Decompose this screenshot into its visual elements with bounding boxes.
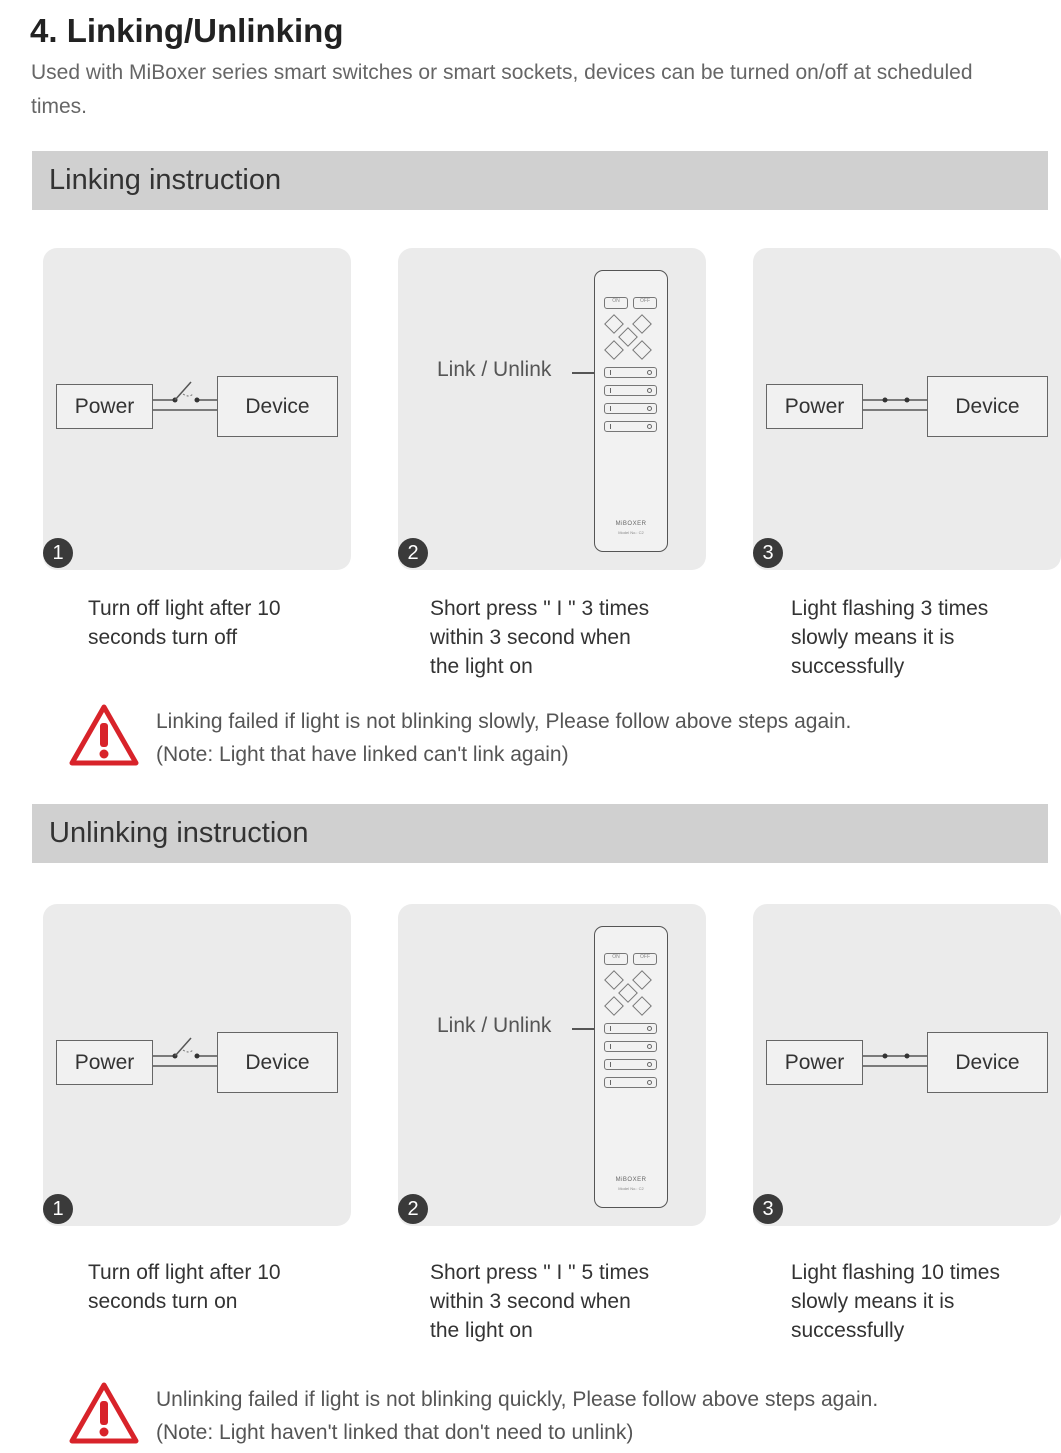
- switch-off-wiring: [153, 376, 217, 416]
- device-box: Device: [927, 1032, 1048, 1093]
- remote-channel-row: [604, 385, 657, 396]
- step-number-3: 3: [753, 1194, 783, 1224]
- remote-channel-row: [604, 1023, 657, 1034]
- remote-channel-row: [604, 1077, 657, 1088]
- unlinking-step3-panel: [753, 904, 1061, 1226]
- device-box: Device: [217, 1032, 338, 1093]
- unlinking-section-header: [32, 804, 1048, 863]
- step-number-2: 2: [398, 1194, 428, 1224]
- linking-step2-caption: Short press " I " 3 times within 3 second when the light on: [430, 597, 650, 678]
- power-box: Power: [56, 1040, 153, 1085]
- remote-on-button: ON: [604, 297, 628, 309]
- remote-channel-row: [604, 367, 657, 378]
- remote-diamond-button: [604, 340, 624, 360]
- remote-model-text: Model No.: C2: [618, 530, 644, 535]
- remote-on-button: ON: [604, 953, 628, 965]
- linking-warning-text: Linking failed if light is not blinking slowly, Please follow above steps again. (Note: Light that have linked can't link again): [156, 710, 852, 766]
- remote-diamond-button: [618, 327, 638, 347]
- unlinking-step1-panel: [43, 904, 351, 1226]
- remote-diamond-button: [604, 996, 624, 1016]
- remote-control: [594, 926, 668, 1208]
- remote-diamond-button: [604, 314, 624, 334]
- remote-channel-row: [604, 1041, 657, 1052]
- remote-diamond-button: [632, 970, 652, 990]
- power-box: Power: [766, 1040, 863, 1085]
- remote-model-text: Model No.: C2: [618, 1186, 644, 1191]
- page-title: 4. Linking/Unlinking: [30, 12, 344, 49]
- step-number-3: 3: [753, 538, 783, 568]
- remote-diamond-button: [632, 340, 652, 360]
- linking-step2-panel: [398, 248, 706, 570]
- switch-on-wiring: [863, 376, 927, 416]
- power-box: Power: [766, 384, 863, 429]
- device-box: Device: [217, 376, 338, 437]
- linking-step3-caption: Light flashing 3 times slowly means it is successfully: [791, 597, 989, 678]
- remote-diamond-button: [632, 996, 652, 1016]
- warning-icon: [68, 1381, 140, 1445]
- linking-section-header: [32, 151, 1048, 210]
- unlinking-step2-caption: Short press " I " 5 times within 3 second when the light on: [430, 1261, 650, 1342]
- remote-control: [594, 270, 668, 552]
- link-unlink-label: Link / Unlink: [437, 358, 552, 381]
- linking-header-label: Linking instruction: [49, 164, 282, 196]
- remote-diamond-button: [632, 314, 652, 334]
- linking-step1-caption: Turn off light after 10 seconds turn off: [88, 597, 281, 649]
- switch-on-wiring: [863, 1032, 927, 1072]
- remote-channel-row: [604, 403, 657, 414]
- unlinking-step2-panel: [398, 904, 706, 1226]
- intro-text: Used with MiBoxer series smart switches or smart sockets, devices can be turned on/off at scheduled times.: [31, 61, 973, 118]
- unlinking-step3-caption: Light flashing 10 times slowly means it is successfully: [791, 1261, 1000, 1342]
- unlinking-step1-caption: Turn off light after 10 seconds turn on: [88, 1261, 281, 1313]
- remote-diamond-button: [604, 970, 624, 990]
- warning-icon: [68, 703, 140, 767]
- device-box: Device: [927, 376, 1048, 437]
- remote-channel-row: [604, 1059, 657, 1070]
- remote-diamond-button: [618, 983, 638, 1003]
- power-box: Power: [56, 384, 153, 429]
- step-number-1: 1: [43, 1194, 73, 1224]
- remote-brand-logo: MiBOXER: [615, 1177, 647, 1183]
- link-unlink-label: Link / Unlink: [437, 1014, 552, 1037]
- step-number-1: 1: [43, 538, 73, 568]
- step-number-2: 2: [398, 538, 428, 568]
- linking-step3-panel: [753, 248, 1061, 570]
- linking-step1-panel: [43, 248, 351, 570]
- remote-channel-row: [604, 421, 657, 432]
- remote-brand-logo: MiBOXER: [615, 521, 647, 527]
- remote-off-button: OFF: [633, 297, 657, 309]
- unlinking-warning-text: Unlinking failed if light is not blinking quickly, Please follow above steps again. (Note: Light haven't linked that don't need to unlink): [156, 1388, 879, 1444]
- unlinking-header-label: Unlinking instruction: [49, 817, 309, 849]
- remote-off-button: OFF: [633, 953, 657, 965]
- switch-off-wiring: [153, 1032, 217, 1072]
